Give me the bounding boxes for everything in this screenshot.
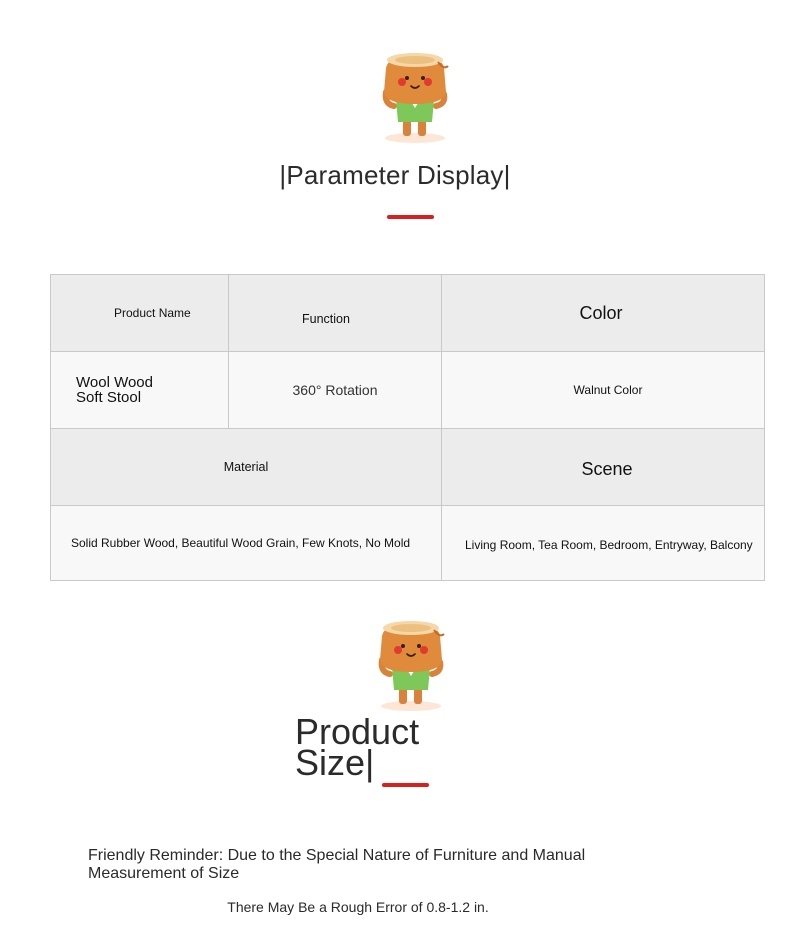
parameter-table xyxy=(50,274,765,581)
wood-stump-mascot-icon xyxy=(378,48,452,144)
title-underline xyxy=(387,215,434,219)
value-material: Solid Rubber Wood, Beautiful Wood Grain, Few Knots, No Mold xyxy=(51,506,442,581)
product-size-title-line1: Product xyxy=(295,711,420,752)
page-title: |Parameter Display| xyxy=(279,160,511,190)
title-underline xyxy=(382,783,429,787)
friendly-reminder: Friendly Reminder: Due to the Special Nature of Furniture and Manual Measurement of Size xyxy=(88,847,586,882)
wood-stump-mascot-icon xyxy=(374,616,448,712)
value-product-name: Wool Wood Soft Stool xyxy=(51,352,229,429)
value-color: Walnut Color xyxy=(442,352,765,429)
value-function: 360° Rotation xyxy=(229,352,442,429)
header-function: Function xyxy=(229,275,442,352)
header-product-name: Product Name xyxy=(51,275,229,352)
header-scene: Scene xyxy=(442,429,765,506)
value-scene: Living Room, Tea Room, Bedroom, Entryway, Balcony xyxy=(442,506,765,581)
measurement-error-note: There May Be a Rough Error of 0.8-1.2 in. xyxy=(227,899,489,915)
header-color: Color xyxy=(442,275,765,352)
product-size-title-line2: Size| xyxy=(295,742,375,783)
header-material: Material xyxy=(51,429,442,506)
product-size-title xyxy=(295,711,420,783)
